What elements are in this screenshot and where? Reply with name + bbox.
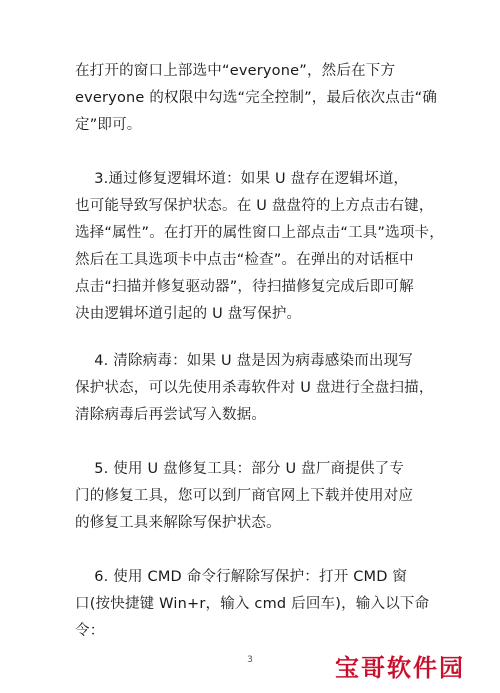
- text-line: 令：: [75, 623, 105, 639]
- text-line: everyone 的权限中勾选“完全控制”，最后依次点击“确: [75, 90, 438, 106]
- paragraph: [75, 58, 438, 139]
- paragraph: [75, 166, 444, 328]
- text-line: 口(按快捷键 Win+r，输入 cmd 后回车)，输入以下命: [75, 596, 430, 612]
- text-line: 的修复工具来解除写保护状态。: [75, 515, 281, 531]
- paragraph: [75, 348, 435, 429]
- text-line: 选择“属性”。在打开的属性窗口上部点击“工具”选项卡，: [75, 225, 444, 241]
- text-line: 点击“扫描并修复驱动器”，待扫描修复完成后即可解: [75, 279, 414, 295]
- text-line: 也可能导致写保护状态。在 U 盘盘符的上方点击右键，: [75, 198, 434, 214]
- text-line: 6. 使用 CMD 命令行解除写保护：打开 CMD 窗: [75, 569, 408, 585]
- watermark-text: 宝哥软件园: [335, 653, 465, 682]
- paragraph: [75, 456, 435, 537]
- text-line: 5. 使用 U 盘修复工具：部分 U 盘厂商提供了专: [75, 461, 405, 477]
- text-line: 3.通过修复逻辑坏道：如果 U 盘存在逻辑坏道，: [75, 171, 409, 187]
- paragraph: [75, 564, 435, 645]
- text-line: 保护状态，可以先使用杀毒软件对 U 盘进行全盘扫描，: [75, 380, 434, 396]
- text-line: 然后在工具选项卡中点击“检查”。在弹出的对话框中: [75, 252, 414, 268]
- text-line: 门的修复工具，您可以到厂商官网上下载并使用对应: [75, 488, 414, 504]
- text-line: 在打开的窗口上部选中“everyone”，然后在下方: [75, 63, 396, 79]
- watermark-logo: [310, 647, 490, 683]
- page-number: 3: [247, 655, 253, 665]
- text-line: 4. 清除病毒：如果 U 盘是因为病毒感染而出现写: [75, 353, 414, 369]
- text-line: 决由逻辑坏道引起的 U 盘写保护。: [75, 306, 302, 322]
- text-line: 清除病毒后再尝试写入数据。: [75, 407, 267, 423]
- text-line: 定”即可。: [75, 117, 142, 133]
